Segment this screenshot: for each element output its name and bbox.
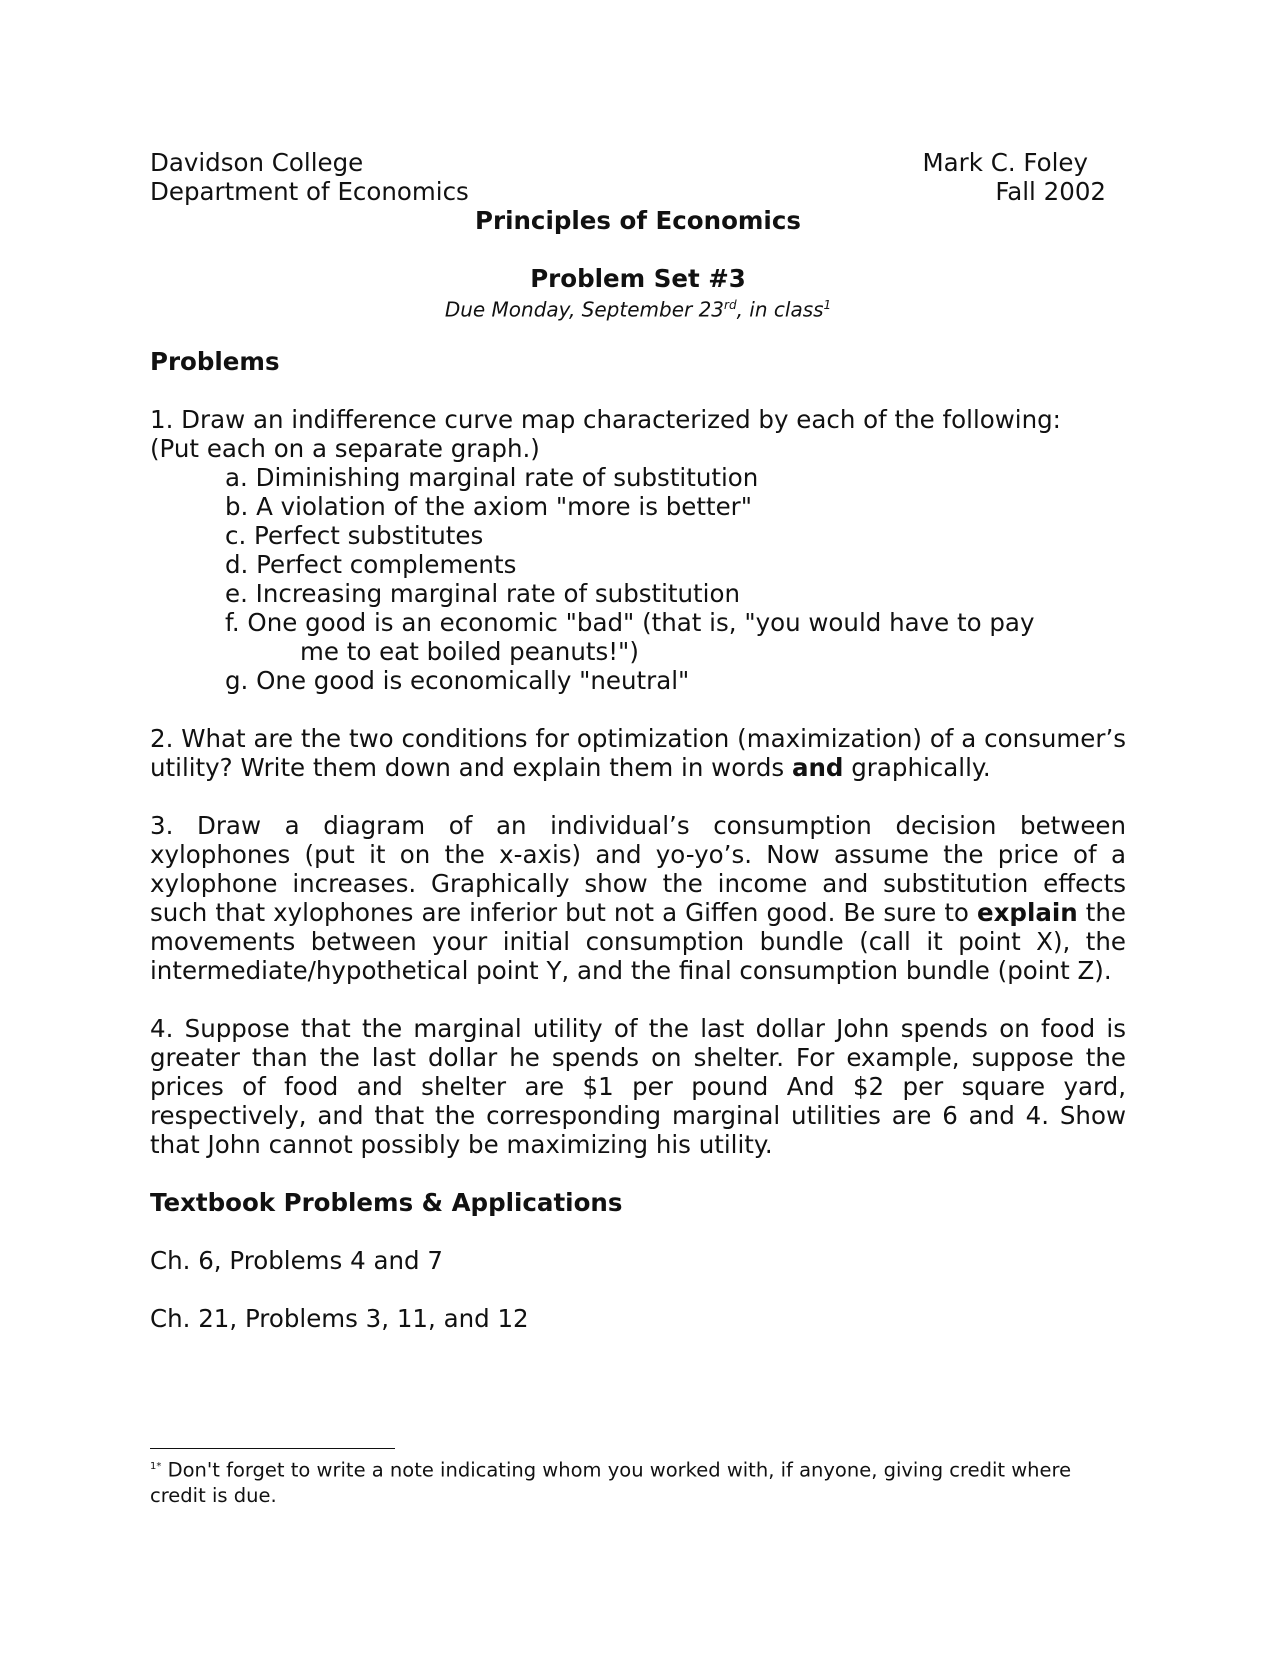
document-page <box>150 148 1126 1333</box>
problem-4: 4. Suppose that the marginal utility of the last dollar John spends on food is greater than the last dollar he spends on shelter. For example, suppose the prices of food and shelter are $1 per pound And $2 per square yard, respectively, and that the corresponding marginal utilities are 6 and 4. Show that John cannot possibly be maximizing his utility. <box>150 1013 1126 1159</box>
list-item: a. Diminishing marginal rate of substitution <box>225 462 759 492</box>
problem-3 <box>150 811 1126 985</box>
course-title: Principles of Economics <box>475 206 801 235</box>
problem-1-intro-line-1: 1. Draw an indifference curve map characterized by each of the following: <box>150 404 1061 434</box>
due-suffix: , in class <box>736 297 824 322</box>
due-ordinal: rd <box>724 298 737 312</box>
header-row-2 <box>150 177 1126 206</box>
list-item: e. Increasing marginal rate of substitution <box>225 578 740 608</box>
problem-set-title: Problem Set #3 <box>530 264 746 293</box>
list-item: b. A violation of the axiom "more is better" <box>225 491 753 521</box>
due-prefix: Due Monday, September 23 <box>444 297 725 322</box>
footnote-text: Don't forget to write a note indicating whom you worked with, if anyone, giving credit where credit is due. <box>150 1458 1072 1507</box>
term: Fall 2002 <box>995 177 1106 206</box>
textbook-heading: Textbook Problems & Applications <box>150 1187 623 1217</box>
problem-3-text-end: the movements between your initial consumption bundle (call it point X), the intermediate/hypothetical point Y, and the final consumption bundle (point Z). <box>150 897 1126 985</box>
department-name: Department of Economics <box>150 177 469 206</box>
problem-3-text: 3. Draw a diagram of an individual’s consumption decision between xylophones (put it on the x-axis) and yo-yo’s. Now assume the price of a xylophone increases. Graphically show the income and substitution effects such that xylophones are inferior but not a Giffen good. Be sure to <box>150 810 1126 927</box>
problem-2-text: 2. What are the two conditions for optimization (maximization) of a consumer’s utility? Write them down and explain them in words <box>150 723 1126 782</box>
problem-2 <box>150 724 1126 782</box>
instructor-name: Mark C. Foley <box>922 148 1088 177</box>
textbook-item: Ch. 6, Problems 4 and 7 <box>150 1245 443 1275</box>
footnote <box>150 1454 1126 1508</box>
problem-1 <box>150 405 1126 695</box>
list-item: f. One good is an economic "bad" (that is, "you would have to pay <box>225 607 1035 637</box>
footnote-divider <box>150 1448 395 1449</box>
list-item: d. Perfect complements <box>225 549 517 579</box>
footnote-mark: 1* <box>150 1461 162 1472</box>
list-item: c. Perfect substitutes <box>225 520 484 550</box>
problem-3-emphasis: explain <box>976 897 1078 927</box>
textbook-item: Ch. 21, Problems 3, 11, and 12 <box>150 1303 529 1333</box>
institution-name: Davidson College <box>150 148 364 177</box>
list-item-continuation: me to eat boiled peanuts!") <box>300 636 639 666</box>
problem-2-text-end: graphically. <box>843 752 991 782</box>
problem-2-emphasis: and <box>791 752 844 782</box>
due-footnote-mark: 1 <box>823 298 832 312</box>
problems-heading: Problems <box>150 346 280 376</box>
due-date <box>150 293 1126 322</box>
list-item: g. One good is economically "neutral" <box>225 665 690 695</box>
problem-1-list <box>150 463 1126 695</box>
header-row-1 <box>150 148 1126 177</box>
problem-1-intro-line-2: (Put each on a separate graph.) <box>150 433 540 463</box>
